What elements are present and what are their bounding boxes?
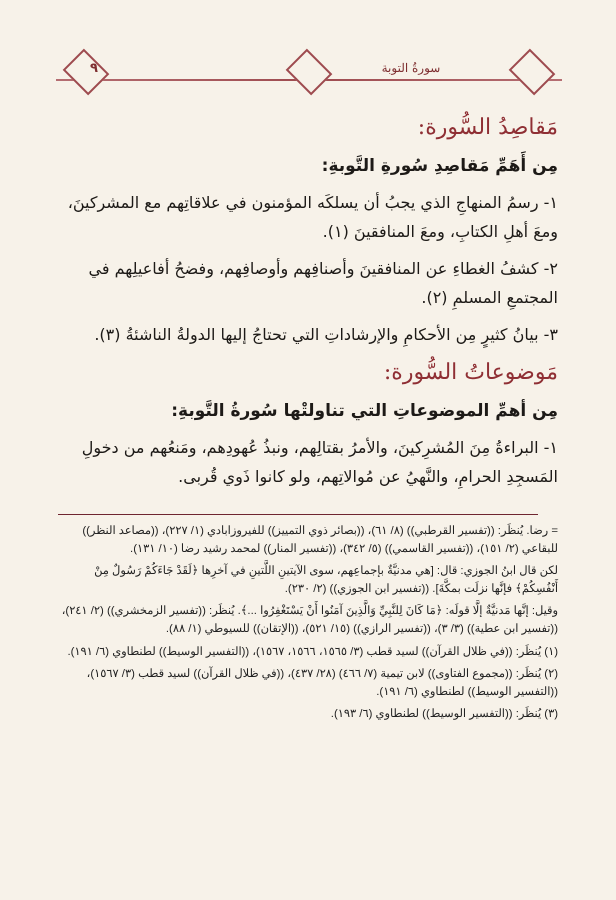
footnote-continuation-2: لكن قال ابنُ الجوزي: قال: [هي مدنيَّةٌ بإجماعِهم، سوى الآيتينِ اللَّتينِ في آخرِها ﴿لَقَدْ جَاءَكُمْ رَسُولٌ مِنْ أَنْفُسِكُمْ﴾ فإنَّها نزلَت بمكَّةَ]. ((تفسير ابن الجوزي)) (٢/ ٢٣٠). bbox=[94, 565, 558, 595]
ornament-right bbox=[509, 49, 556, 96]
footnote-continuation-3: وقيل: إنَّها مَدنيَّةٌ إلَّا قولَه: ﴿مَا كَانَ لِلنَّبِيِّ وَالَّذِينَ آمَنُوا أَنْ يَسْتَغْفِرُوا ...﴾. يُنظَر: ((تفسير الزمخشري)) (٢/ ٢٤١)، ((تفسير ابن عطية)) (٣/ ٣)، ((تفسير الرازي)) (١٥/ ٥٢١)، ((الإتقان)) للسيوطي (١/ ٨٨). bbox=[61, 605, 558, 635]
ornament-center bbox=[286, 49, 333, 96]
topic-item-1: ١- البراءةُ مِنَ المُشرِكينَ، والأمرُ بقتالِهم، ونبذُ عُهودِهم، ومَنعُهم من دخولِ المَسجِدِ الحرامِ، والنَّهيُ عن مُوالاتِهم، ولو كانوا ذَوي قُربى. bbox=[81, 438, 558, 486]
topics-heading: مَوضوعاتُ السُّورة: bbox=[383, 360, 558, 385]
purposes-intro: مِن أَهَمِّ مَقاصِدِ سُورةِ التَّوبةِ: bbox=[321, 156, 558, 176]
footnote-continuation-1: = رضا. يُنظَر: ((تفسير القرطبي)) (٨/ ٦١)، ((بصائر ذوي التمييز)) للفيروزابادي (١/ ٢٢٧)، ((مصاعد النظر)) للبقاعي (٢/ ١٥١)، ((تفسير القاسمي)) (٥/ ٣٤٢)، ((تفسير المنار)) لمحمد رشيد رضا (١٠/ ١٣١). bbox=[82, 525, 558, 555]
main-content bbox=[58, 108, 558, 499]
topics-section bbox=[58, 357, 558, 491]
footnotes bbox=[58, 522, 558, 727]
purposes-heading: مَقاصِدُ السُّورة: bbox=[417, 115, 558, 140]
footnote-1: (١) يُنظَر: ((في ظلال القرآن)) لسيد قطب (٣/ ١٥٦٥، ١٥٦٦، ١٥٦٧)، ((التفسير الوسيط)) لطنطاوي (٦/ ١٩١). bbox=[67, 646, 558, 658]
footnote-separator bbox=[58, 514, 538, 515]
footnote-2: (٢) يُنظَر: ((مجموع الفتاوى)) لابن تيمية (٧/ ٤٦٦) (٢٨/ ٤٣٧)، ((في ظلال القرآن)) لسيد قطب (٣/ ١٥٦٧)، ((التفسير الوسيط)) لطنطاوي (٦/ ١٩١). bbox=[86, 668, 558, 698]
running-head: سورةُ التوبة bbox=[381, 61, 441, 75]
footnote-references bbox=[58, 643, 558, 723]
purpose-item-2: ٢- كشفُ الغطاءِ عن المنافقينَ وأصنافِهم وأوصافِهم، وفضحُ أفاعيلِهم في المجتمعِ المسلمِ (٢). bbox=[88, 259, 558, 307]
page-header bbox=[56, 53, 562, 89]
page-number: ٩ bbox=[90, 61, 98, 76]
topics-intro: مِن أهمِّ الموضوعاتِ التي تناولتْها سُورةُ التَّوبةِ: bbox=[171, 401, 558, 421]
purpose-item-3: ٣- بيانُ كثيرٍ مِن الأحكامِ والإرشاداتِ التي تحتاجُ إليها الدولةُ الناشئةُ (٣). bbox=[94, 325, 558, 344]
purpose-item-1: ١- رسمُ المنهاجِ الذي يجبُ أن يسلكَه المؤمنون في علاقاتِهم مع المشركينَ، ومعَ أهلِ الكتابِ، ومعَ المنافقينَ (١). bbox=[67, 193, 558, 241]
footnote-3: (٣) يُنظَر: ((التفسير الوسيط)) لطنطاوي (٦/ ١٩٣). bbox=[330, 708, 558, 720]
